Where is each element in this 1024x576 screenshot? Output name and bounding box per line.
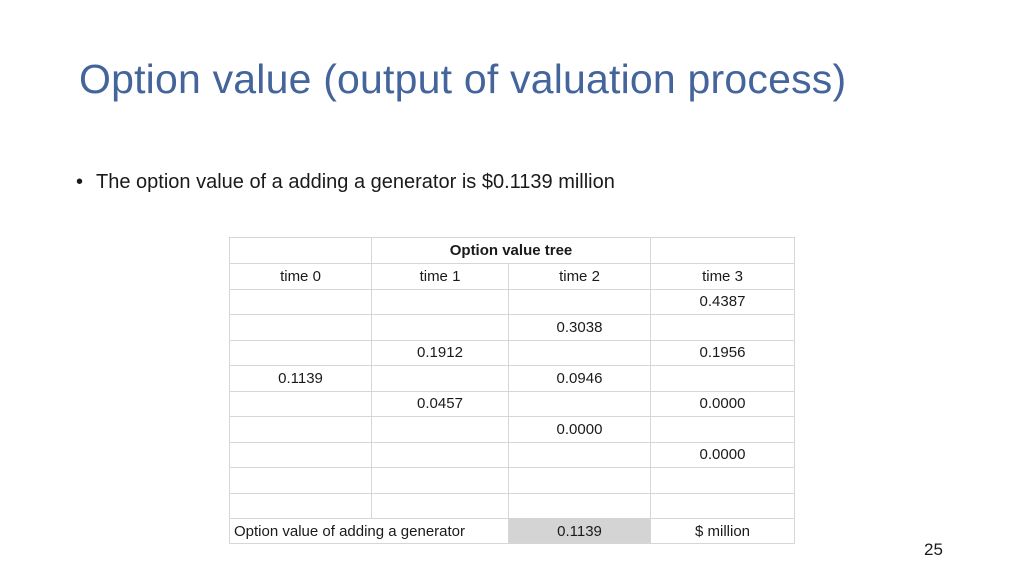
- slide-title: Option value (output of valuation process): [79, 56, 847, 102]
- table-cell: [509, 340, 651, 366]
- table-cell: 0.0000: [651, 391, 795, 417]
- column-header-time-2: time 2: [509, 264, 651, 290]
- table-cell: 0.3038: [509, 315, 651, 341]
- column-header-time-0: time 0: [230, 264, 372, 290]
- table-cell: [509, 442, 651, 468]
- table-cell: 0.0946: [509, 366, 651, 392]
- table-cell: 0.1912: [372, 340, 509, 366]
- table-row: [230, 417, 795, 443]
- table-cell: [651, 366, 795, 392]
- result-row: [230, 519, 795, 544]
- option-value-tree-table: [229, 237, 795, 544]
- table-cell: [230, 493, 372, 519]
- table-row: [230, 289, 795, 315]
- table-cell: [230, 417, 372, 443]
- table-cell: [230, 442, 372, 468]
- table-cell: [372, 493, 509, 519]
- table-cell: [651, 238, 795, 264]
- table-cell: [230, 340, 372, 366]
- bullet-icon: •: [76, 171, 84, 193]
- table-cell: 0.4387: [651, 289, 795, 315]
- table-row: [230, 493, 795, 519]
- page-number: 25: [924, 540, 943, 559]
- table-cell: [651, 468, 795, 494]
- table-row: [230, 391, 795, 417]
- table-cell: [230, 315, 372, 341]
- table-cell: [372, 315, 509, 341]
- table-cell: [372, 442, 509, 468]
- table-cell: [509, 391, 651, 417]
- table-cell: 0.0457: [372, 391, 509, 417]
- table-cell: [230, 391, 372, 417]
- table-title-row: [230, 238, 795, 264]
- table-cell: [230, 289, 372, 315]
- table-row: [230, 340, 795, 366]
- result-value: 0.1139: [509, 519, 651, 544]
- table-cell: [230, 468, 372, 494]
- table-cell: [509, 289, 651, 315]
- table-row: [230, 315, 795, 341]
- table-cell: [651, 417, 795, 443]
- result-label: Option value of adding a generator: [230, 519, 509, 544]
- table-cell: 0.0000: [509, 417, 651, 443]
- table-header-row: [230, 264, 795, 290]
- bullet-point: [76, 171, 615, 194]
- column-header-time-1: time 1: [372, 264, 509, 290]
- table-cell: [372, 289, 509, 315]
- result-unit: $ million: [651, 519, 795, 544]
- table-cell: 0.1139: [230, 366, 372, 392]
- table-cell: [509, 493, 651, 519]
- table-cell: [372, 468, 509, 494]
- table-cell: 0.0000: [651, 442, 795, 468]
- table-row: [230, 468, 795, 494]
- table-cell: 0.1956: [651, 340, 795, 366]
- column-header-time-3: time 3: [651, 264, 795, 290]
- bullet-text: The option value of a adding a generator is $0.1139 million: [96, 171, 615, 193]
- table-row: [230, 366, 795, 392]
- table-cell: [372, 417, 509, 443]
- table-cell: [651, 315, 795, 341]
- table-cell: [651, 493, 795, 519]
- table-row: [230, 442, 795, 468]
- table-cell: [509, 468, 651, 494]
- table-cell: [372, 366, 509, 392]
- table-title: Option value tree: [372, 238, 651, 264]
- table-cell: [230, 238, 372, 264]
